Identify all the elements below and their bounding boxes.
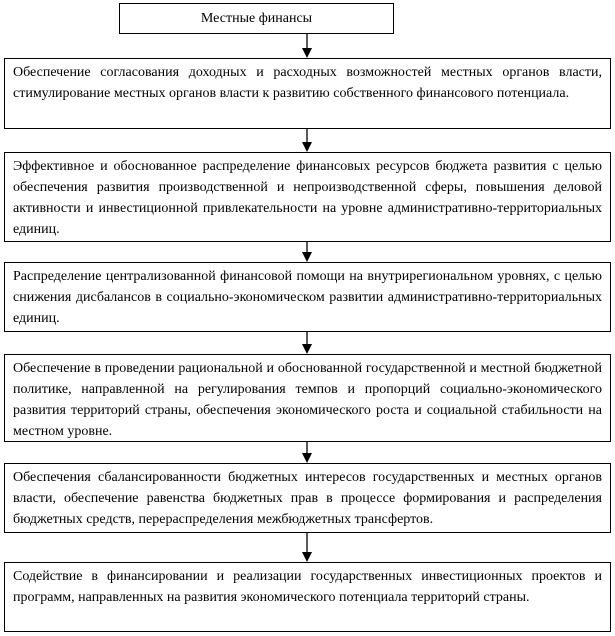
goal-box-4 — [4, 354, 611, 442]
goal-box-5 — [4, 463, 611, 533]
title-box — [119, 3, 394, 34]
arrow-5 — [302, 442, 312, 463]
goal-box-1-text: Обеспечение согласования доходных и расходных возможностей местных органов власти, стимулирование местных органов власти к развитию собственного финансового потенциала. — [13, 65, 602, 101]
arrow-6 — [302, 533, 312, 562]
goal-box-4-text: Обеспечение в проведении рациональной и обоснованной государственной и местной бюджетной политике, направленной на регулирования темпов и пропорций социально-экономического развития территорий страны, обеспечения экономического роста и социальной стабильности на местном уровне. — [13, 361, 602, 439]
goal-box-5-text: Обеспечения сбалансированности бюджетных интересов государственных и местных органов власти, обеспечение равенства бюджетных прав в процессе формирования и распределения бюджетных средств, перераспределения межбюджетных трансфертов. — [13, 470, 602, 527]
arrow-3 — [302, 242, 312, 262]
goal-box-2-text: Эффективное и обоснованное распределение финансовых ресурсов бюджета развития с целью обеспечения развития производственной и непроизводственной сферы, повышения деловой активности и инвестиционной привлекательности на уровне административно-территориальных единиц. — [13, 159, 602, 237]
goal-box-3 — [4, 262, 611, 332]
goal-box-3-text: Распределение централизованной финансовой помощи на внутрирегиональном уровнях, с целью снижения дисбалансов в социально-экономическом развитии административно-территориальных единиц. — [13, 269, 602, 326]
goal-box-6-text: Содействие в финансировании и реализации государственных инвестиционных проектов и программ, направленных на развития экономического потенциала территорий страны. — [13, 569, 602, 605]
goal-box-2 — [4, 152, 611, 242]
arrow-1 — [302, 34, 312, 58]
goal-box-6 — [4, 562, 611, 632]
arrow-2 — [302, 129, 312, 152]
title-text: Местные финансы — [200, 10, 313, 26]
goal-box-1 — [4, 58, 611, 129]
arrow-4 — [302, 332, 312, 354]
